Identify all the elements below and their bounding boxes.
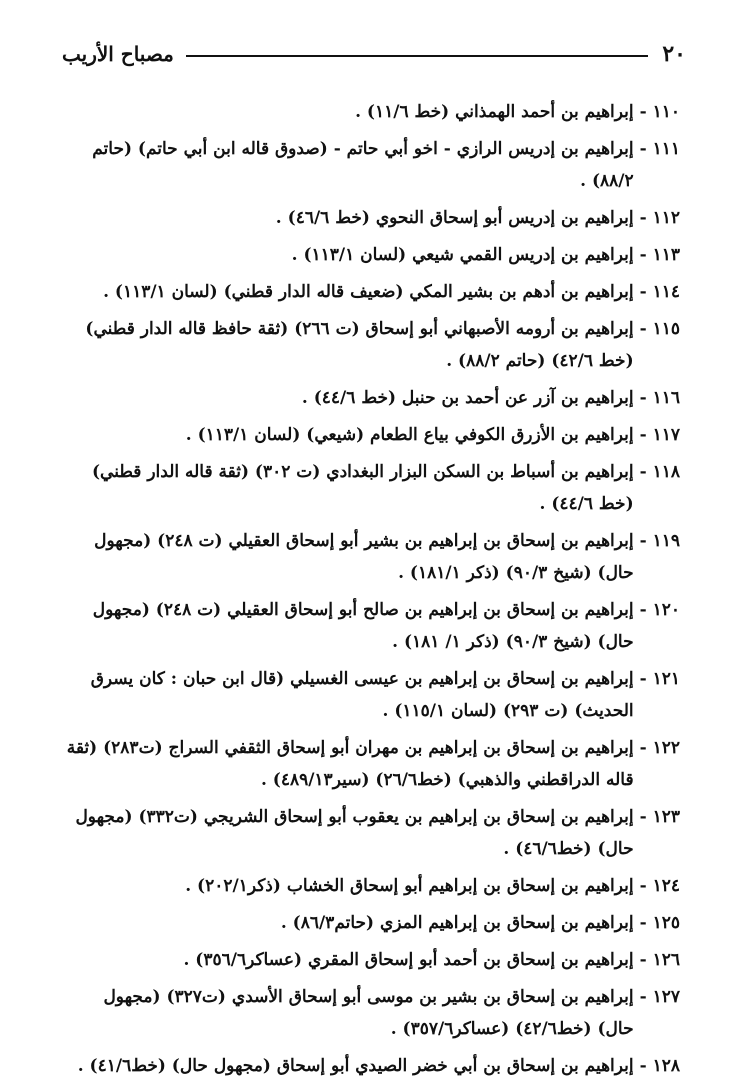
entry-number: ١١٤ - <box>639 282 680 302</box>
list-item <box>62 96 680 128</box>
entry-text: إبراهيم بن آزر عن أحمد بن حنبل (خط ٤٤/٦) . <box>301 388 634 408</box>
entry-number: ١١٧ - <box>639 425 680 445</box>
entry-number: ١٢٨ - <box>639 1056 680 1076</box>
list-item <box>62 382 680 414</box>
entry-text: إبراهيم بن إسحاق بن إبراهيم بن بشير أبو إسحاق العقيلي (ت ٢٤٨) (مجهول حال) (شيخ ٩٠/٣) (ذكر ١٨١/١) . <box>94 531 634 583</box>
entry-text: إبراهيم بن إسحاق بن أبي خضر الصيدي أبو إسحاق (مجهول حال) (خط٤١/٦) . <box>77 1056 634 1076</box>
entry-text: إبراهيم بن إدريس الرازي - اخو أبي حاتم - (صدوق قاله ابن أبي حاتم) (حاتم ٨٨/٢) . <box>92 139 634 191</box>
list-item <box>62 1050 680 1082</box>
entry-text: إبراهيم بن أسباط بن السكن البزار البغدادي (ت ٣٠٢) (ثقة قاله الدار قطني) (خط ٤٤/٦) . <box>92 462 634 514</box>
entry-text: إبراهيم بن إسحاق بن إبراهيم بن صالح أبو إسحاق العقيلي (ت ٢٤٨) (مجهول حال) (شيخ ٩٠/٣) (ذكر ١/ ١٨١) . <box>92 600 634 652</box>
entry-text: إبراهيم بن إسحاق بن إبراهيم بن عيسى الغسيلي (قال ابن حبان : كان يسرق الحديث) (ت ٢٩٣) (لسان ١١٥/١) . <box>90 669 634 721</box>
entry-number: ١٢٧ - <box>639 987 680 1007</box>
entry-number: ١٢٦ - <box>639 950 680 970</box>
entry-text: إبراهيم بن إسحاق بن أحمد أبو إسحاق المقري (عساكر٣٥٦/٦) . <box>183 950 634 970</box>
entry-text: إبراهيم بن أرومه الأصبهاني أبو إسحاق (ت ٢٦٦) (ثقة حافظ قاله الدار قطني) (خط ٤٢/٦) (حاتم ٨٨/٢) . <box>85 319 634 371</box>
entry-number: ١١٦ - <box>639 388 680 408</box>
list-item <box>62 456 680 520</box>
entry-text: إبراهيم بن إدريس أبو إسحاق النحوي (خط ٤٦/٦) . <box>275 208 634 228</box>
list-item <box>62 239 680 271</box>
list-item <box>62 663 680 727</box>
list-item <box>62 801 680 865</box>
list-item <box>62 419 680 451</box>
list-item <box>62 981 680 1045</box>
header-rule <box>186 55 648 57</box>
entry-number: ١٢٥ - <box>639 913 680 933</box>
entry-number: ١١٩ - <box>639 531 680 551</box>
entry-number: ١٢١ - <box>639 669 680 689</box>
list-item <box>62 525 680 589</box>
list-item <box>62 870 680 902</box>
entry-number: ١١٥ - <box>639 319 680 339</box>
list-item <box>62 133 680 197</box>
entry-text: إبراهيم بن إسحاق بن بشير بن موسى أبو إسحاق الأسدي (ت٣٢٧) (مجهول حال) (خط٤٢/٦) (عساكر٣٥٧/٦) . <box>103 987 634 1039</box>
list-item <box>62 202 680 234</box>
entry-number: ١١٠ - <box>639 102 680 122</box>
list-item <box>62 594 680 658</box>
entry-text: إبراهيم بن إسحاق بن إبراهيم أبو إسحاق الخشاب (ذكر٢٠٢/١) . <box>185 876 634 896</box>
entry-number: ١٢٠ - <box>639 600 680 620</box>
list-item <box>62 276 680 308</box>
entry-text: إبراهيم بن أدهم بن بشير المكي (ضعيف قاله الدار قطني) (لسان ١١٣/١) . <box>103 282 634 302</box>
entry-text: إبراهيم بن إسحاق بن إبراهيم بن مهران أبو إسحاق الثقفي السراج (ت٢٨٣) (ثقة قاله الدراقطني والذهبي) (خط٢٦/٦) (سير٤٨٩/١٣) . <box>66 738 634 790</box>
entry-text: إبراهيم بن إسحاق بن إبراهيم المزي (حاتم٨٦/٣) . <box>280 913 634 933</box>
book-title: مصباح الأريب <box>62 42 174 66</box>
entry-text: إبراهيم بن إسحاق بن إبراهيم بن يعقوب أبو إسحاق الشريجي (ت٣٣٢) (مجهول حال) (خط٤٦/٦) . <box>75 807 634 859</box>
list-item <box>62 732 680 796</box>
entry-text: إبراهيم بن الأزرق الكوفي بياع الطعام (شيعي) (لسان ١١٣/١) . <box>185 425 634 445</box>
entry-text: إبراهيم بن إدريس القمي شيعي (لسان ١١٣/١) . <box>291 245 634 265</box>
entry-number: ١١٨ - <box>639 462 680 482</box>
entry-number: ١١٣ - <box>639 245 680 265</box>
entry-number: ١١١ - <box>639 139 680 159</box>
entry-number: ١٢٢ - <box>639 738 680 758</box>
page-header <box>62 34 686 74</box>
entry-number: ١٢٣ - <box>639 807 680 827</box>
entry-text: إبراهيم بن أحمد الهمذاني (خط ١١/٦) . <box>355 102 634 122</box>
list-item <box>62 313 680 377</box>
page-number: ٢٠ <box>662 41 686 67</box>
entry-number: ١٢٤ - <box>639 876 680 896</box>
entry-list <box>62 96 680 1087</box>
list-item <box>62 944 680 976</box>
list-item <box>62 907 680 939</box>
entry-number: ١١٢ - <box>639 208 680 228</box>
